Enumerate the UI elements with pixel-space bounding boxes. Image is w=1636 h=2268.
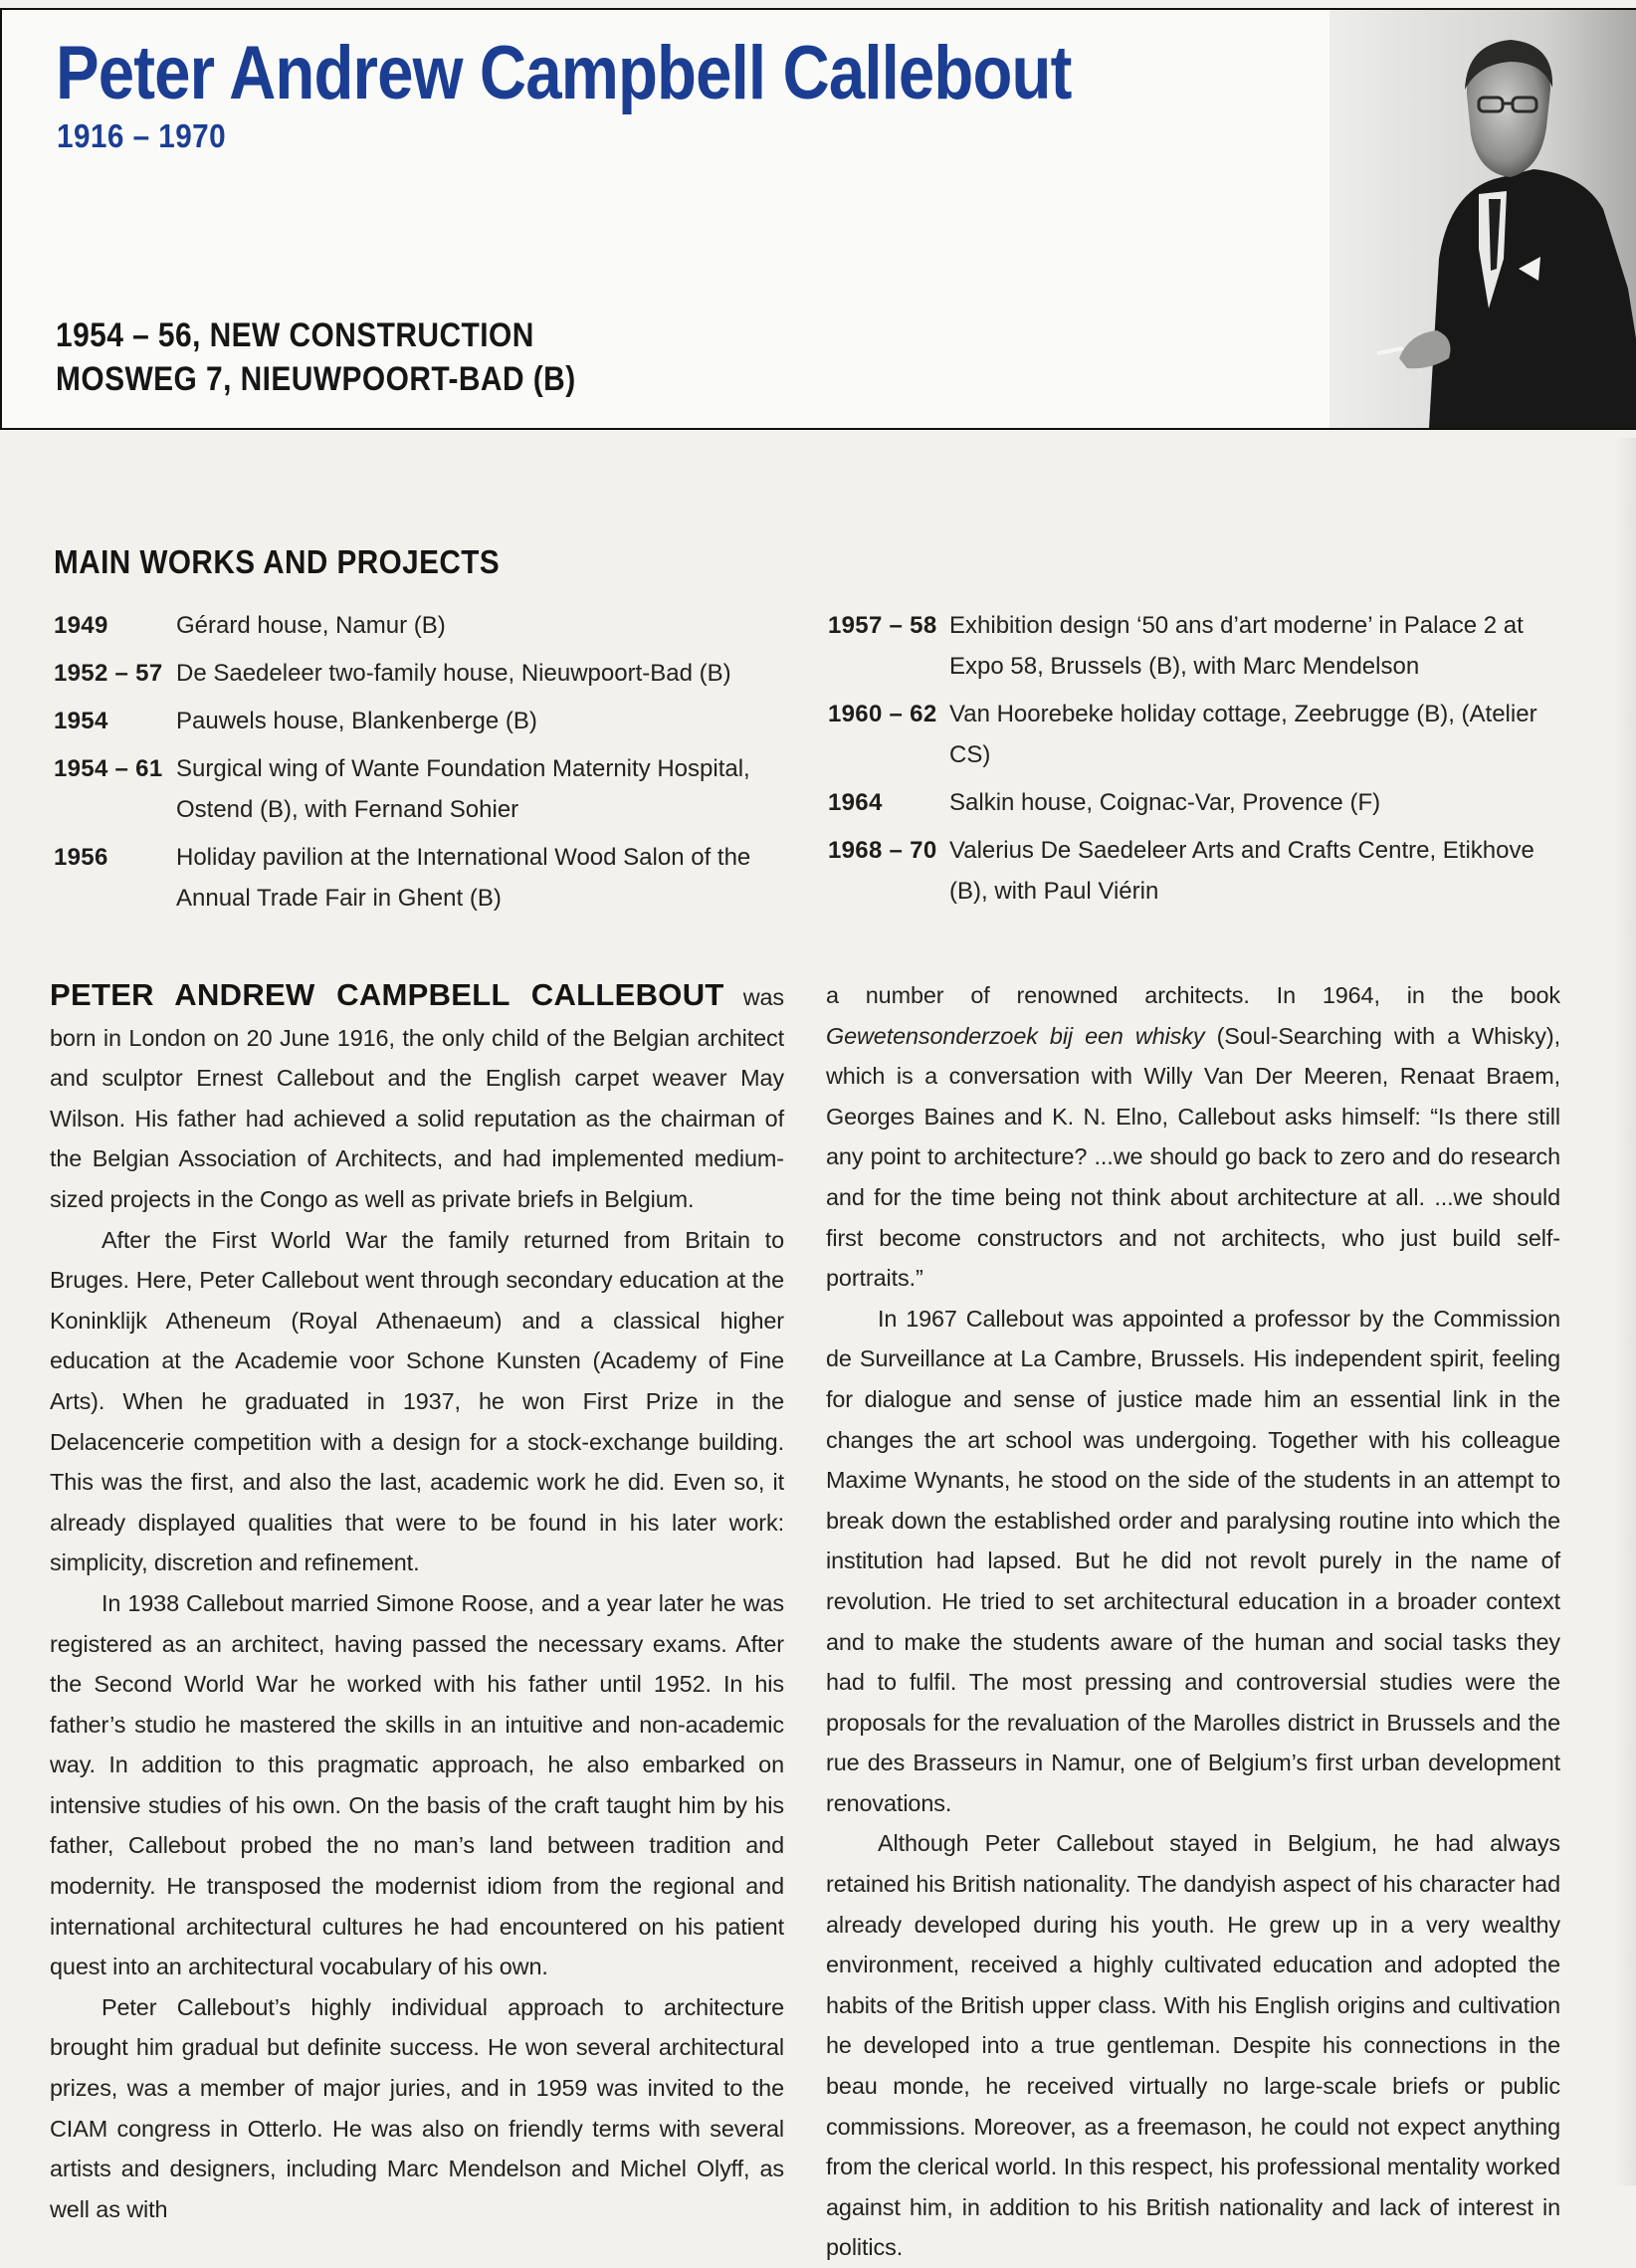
work-description: Gérard house, Namur (B) <box>176 612 446 639</box>
list-item <box>54 748 770 830</box>
list-item <box>828 694 1564 775</box>
list-item <box>828 830 1564 912</box>
work-description: Valerius De Saedeleer Arts and Crafts Centre, Etikhove (B), with Paul Viérin <box>949 837 1534 905</box>
work-description: Exhibition design ‘50 ans d’art moderne’ in Palace 2 at Expo 58, Brussels (B), with Marc Mendelson <box>949 612 1524 680</box>
bio-paragraph <box>50 975 784 1220</box>
project-address-line: MOSWEG 7, NIEUWPOORT-BAD (B) <box>56 360 576 398</box>
bio-paragraph <box>826 975 1560 1299</box>
work-year: 1954 – 61 <box>54 755 163 782</box>
work-year: 1956 <box>54 844 108 871</box>
bio-paragraph: After the First World War the family returned from Britain to Bruges. Here, Peter Callebout went through secondary education at the Koninklijk Atheneum (Royal Athenaeum) and a classical higher education at the Academie voor Schone Kunsten (Academy of Fine Arts). When he graduated in 1937, he won First Prize in the Delacencerie competition with a design for a stock-exchange building. This was the first, and also the last, academic work he did. Even so, it already displayed qualities that were to be found in his later work: simplicity, discretion and refinement. <box>50 1226 784 1576</box>
work-year: 1954 <box>54 708 108 734</box>
work-description: De Saedeleer two-family house, Nieuwpoort-Bad (B) <box>176 660 731 687</box>
work-description: Van Hoorebeke holiday cottage, Zeebrugge (B), (Atelier CS) <box>949 701 1537 768</box>
bio-paragraph: Peter Callebout’s highly individual approach to architecture brought him gradual but definite success. He won several architectural prizes, was a member of major juries, and in 1959 was invited to the CIAM congress in Otterlo. He was also on friendly terms with several artists and designers, including Marc Mendelson and Michel Olyff, as well as with <box>50 1993 784 2222</box>
portrait-figure-icon <box>1329 10 1636 428</box>
list-item <box>828 605 1564 687</box>
work-description: Surgical wing of Wante Foundation Maternity Hospital, Ostend (B), with Fernand Sohier <box>176 755 750 823</box>
life-dates: 1916 – 1970 <box>57 117 227 154</box>
works-list-left <box>54 605 770 926</box>
work-year: 1964 <box>828 789 883 816</box>
portrait-photo <box>1329 10 1636 428</box>
list-item <box>54 701 770 741</box>
bio-lead-name: PETER ANDREW CAMPBELL CALLEBOUT <box>50 977 724 1012</box>
list-item <box>828 782 1564 823</box>
work-description: Holiday pavilion at the International Wood Salon of the Annual Trade Fair in Ghent (B) <box>176 844 751 912</box>
works-list-right <box>828 605 1564 919</box>
work-description: Salkin house, Coignac-Var, Provence (F) <box>949 789 1381 816</box>
list-item <box>54 837 770 919</box>
bio-paragraph: In 1938 Callebout married Simone Roose, and a year later he was registered as an architect, having passed the necessary exams. After the Second World War he worked with his father until 1952. In his father’s studio he mastered the skills in an intuitive and non-academic way. In addition to this pragmatic approach, he also embarked on intensive studies of his own. On the basis of the craft taught him by his father, Callebout probed the no man’s land between tradition and modernity. He transposed the modernist idiom from the regional and international architectural cultures he had encountered on his patient quest into an architectural vocabulary of his own. <box>50 1589 784 1980</box>
bio-paragraph-text: was born in London on 20 June 1916, the only child of the Belgian architect and sculptor Ernest Callebout and the English carpet weaver May Wilson. His father had achieved a solid reputation as the chairman of the Belgian Association of Architects, and had implemented medium-sized projects in the Congo as well as private briefs in Belgium. <box>50 984 785 1212</box>
biography-column-right <box>826 975 1560 2268</box>
bio-paragraph-text: (Soul-Searching with a Whisky), which is a conversation with Willy Van Der Meeren, Renaat Braem, Georges Baines and K. N. Elno, Callebout asks himself: “Is there still any point to architecture? ...we should go back to zero and do research and for the time being not think about architecture at all. ...we should first become constructors and not architects, who just build self-portraits.” <box>826 1022 1560 1292</box>
bio-paragraph: In 1967 Callebout was appointed a professor by the Commission de Surveillance at La Cambre, Brussels. His independent spirit, feeling for dialogue and sense of justice made him an essential link in the changes the art school was undergoing. Together with his colleague Maxime Wynants, he stood on the side of the students in an attempt to break down the established order and paralysing routine into which the institution had lapsed. But he did not revolt purely in the name of revolution. He tried to set architectural education in a broader context and to make the students aware of the human and social tasks they had to fulfil. The most pressing and controversial studies were the proposals for the revaluation of the Marolles district in Brussels and the rue des Brasseurs in Namur, one of Belgium’s first urban development renovations. <box>826 1305 1560 1816</box>
list-item <box>54 653 770 694</box>
page-edge-shadow <box>1614 438 1636 2185</box>
project-date-line: 1954 – 56, NEW CONSTRUCTION <box>56 316 534 354</box>
bio-paragraph: Although Peter Callebout stayed in Belgium, he had always retained his British nationality. The dandyish aspect of his character had already developed during his youth. He grew up in a very wealthy environment, received a highly cultivated education and adopted the habits of the British upper class. With his English origins and cultivation he developed into a true gentleman. Despite his connections in the beau monde, he received virtually no large-scale briefs or public commissions. Moreover, as a freemason, he could not expect anything from the clerical world. In this respect, his professional mentality worked against him, in addition to his British nationality and lack of interest in politics. <box>826 1830 1560 2261</box>
works-heading: MAIN WORKS AND PROJECTS <box>54 543 501 580</box>
bio-paragraph-text: a number of renowned architects. In 1964, in the book <box>826 982 1560 1008</box>
work-year: 1957 – 58 <box>828 612 937 639</box>
work-year: 1960 – 62 <box>828 701 937 727</box>
book-title: Gewetensonderzoek bij een whisky <box>826 1022 1205 1049</box>
work-description: Pauwels house, Blankenberge (B) <box>176 708 537 734</box>
biography-column-left <box>50 975 784 2229</box>
page-title: Peter Andrew Campbell Callebout <box>56 31 1072 115</box>
work-year: 1949 <box>54 612 108 639</box>
list-item <box>54 605 770 646</box>
work-year: 1952 – 57 <box>54 660 163 687</box>
work-year: 1968 – 70 <box>828 837 937 864</box>
